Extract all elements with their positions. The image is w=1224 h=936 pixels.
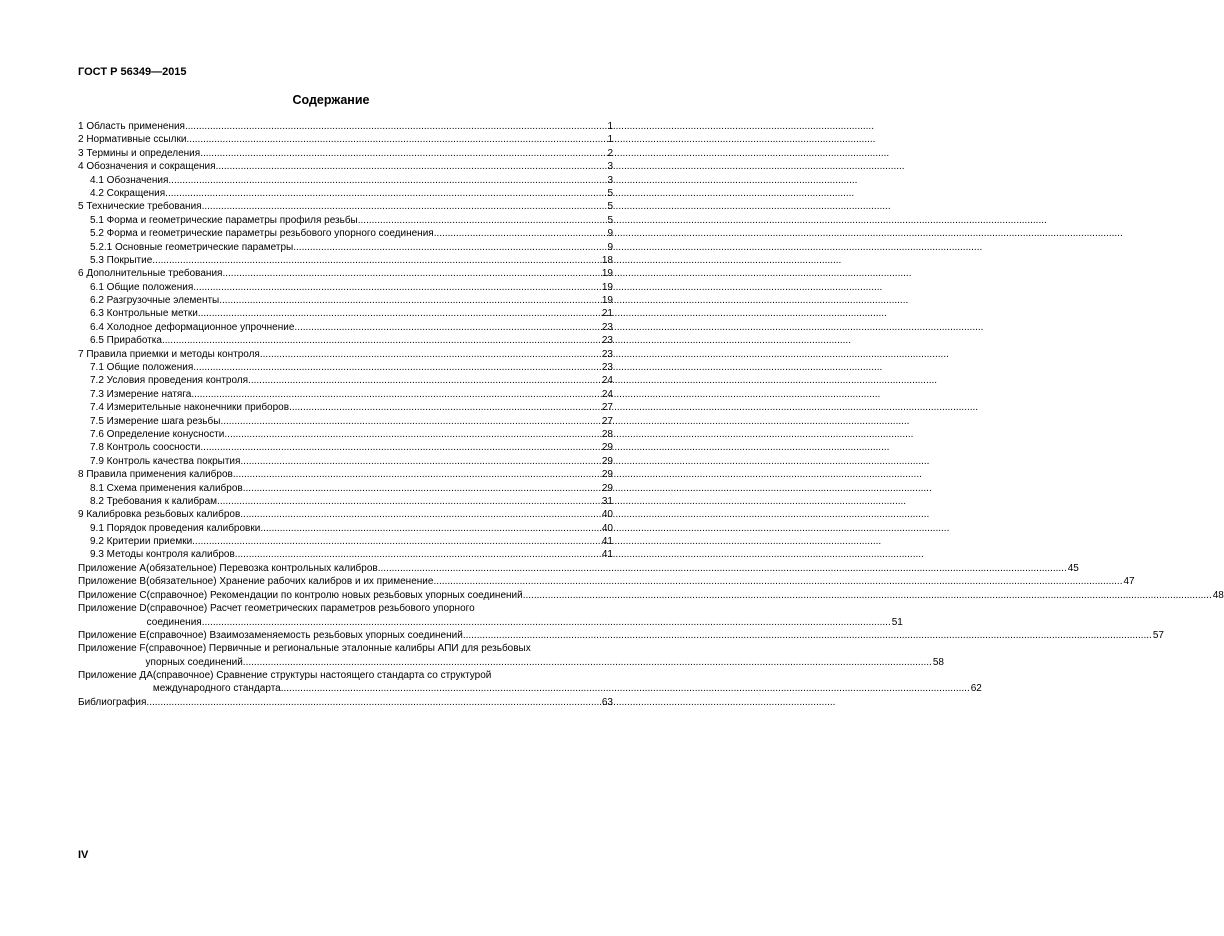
toc-entry-label: 7.4 Измерительные наконечники приборов bbox=[90, 402, 290, 414]
toc-entry-label: 7 Правила приемки и методы контроля bbox=[78, 348, 260, 360]
toc-entry[interactable] bbox=[78, 227, 613, 240]
toc-entry-label: 6 Дополнительные требования bbox=[78, 268, 223, 280]
appendix-title-line: соединения bbox=[146, 616, 202, 628]
leader-dots bbox=[162, 334, 601, 347]
toc-entry[interactable] bbox=[78, 428, 613, 441]
toc-entry-page: 29 bbox=[601, 455, 613, 467]
appendix-title-line: (справочное) Первичные и региональные эталонные калибры АПИ для резьбовых bbox=[145, 643, 531, 655]
leader-dots bbox=[200, 147, 606, 160]
toc-entry-page: 48 bbox=[1212, 589, 1224, 601]
toc-entries bbox=[78, 120, 613, 562]
toc-entry-page: 23 bbox=[601, 321, 613, 333]
leader-dots bbox=[233, 468, 601, 481]
appendix-prefix: Приложение А bbox=[78, 562, 147, 574]
toc-entry-page: 29 bbox=[601, 442, 613, 454]
toc-entry-page: 31 bbox=[601, 495, 613, 507]
toc-entry-label: 4 Обозначения и сокращения bbox=[78, 161, 216, 173]
toc-entry-page: 29 bbox=[601, 469, 613, 481]
leader-dots bbox=[219, 294, 601, 307]
toc-entry-label: 1 Область применения bbox=[78, 120, 185, 132]
toc-entry-label: 7.2 Условия проведения контроля bbox=[90, 375, 249, 387]
document-header: ГОСТ Р 56349—2015 bbox=[78, 66, 187, 78]
leader-dots bbox=[260, 522, 601, 535]
appendix-prefix: Приложение E bbox=[78, 629, 147, 641]
leader-dots bbox=[222, 267, 600, 280]
toc-entry-page: 23 bbox=[601, 362, 613, 374]
toc-entry-page: 18 bbox=[601, 254, 613, 266]
toc-entry-page: 3 bbox=[607, 161, 613, 173]
toc-entry-page: 45 bbox=[1067, 562, 1079, 574]
leader-dots bbox=[240, 455, 600, 468]
toc-entry-label: 2 Нормативные ссылки bbox=[78, 134, 187, 146]
leader-dots bbox=[168, 174, 606, 187]
toc-entry-page: 28 bbox=[601, 428, 613, 440]
toc-entry-page: 19 bbox=[601, 295, 613, 307]
leader-dots bbox=[152, 254, 601, 267]
toc-entry-label: 6.5 Приработка bbox=[90, 335, 162, 347]
toc-entry-page: 57 bbox=[1152, 629, 1164, 641]
toc-entry-label: 7.1 Общие положения bbox=[90, 362, 194, 374]
toc-entry[interactable] bbox=[78, 334, 613, 347]
toc-entry-page: 24 bbox=[601, 375, 613, 387]
toc-entry-page: 5 bbox=[607, 201, 613, 213]
appendix-title-line: (справочное) Рекомендации по контролю новых резьбовых упорных соединений bbox=[146, 589, 523, 601]
toc-title: Содержание bbox=[292, 93, 370, 107]
leader-dots bbox=[281, 682, 970, 695]
toc-entry-page: 19 bbox=[601, 268, 613, 280]
appendix-prefix: Приложение В bbox=[78, 576, 147, 588]
toc-entry-label: 5 Технические требования bbox=[78, 201, 202, 213]
appendix-title-line: (справочное) Сравнение структуры настоящего стандарта со структурой bbox=[152, 670, 492, 682]
toc-entry-label: 9 Калибровка резьбовых калибров bbox=[78, 509, 241, 521]
appendix-prefix: Приложение F bbox=[78, 643, 146, 655]
leader-dots bbox=[193, 361, 601, 374]
toc-entry[interactable] bbox=[78, 441, 613, 454]
toc-entry-page: 3 bbox=[607, 174, 613, 186]
toc-entry-page: 19 bbox=[601, 281, 613, 293]
toc-entry-page: 5 bbox=[607, 187, 613, 199]
leader-dots bbox=[202, 200, 607, 213]
toc-entry-label: 5.3 Покрытие bbox=[90, 254, 153, 266]
appendix-title-line: (обязательное) Хранение рабочих калибров и их применение bbox=[146, 576, 434, 588]
toc-entry[interactable] bbox=[78, 522, 613, 535]
toc-entry-label: 9.2 Критерии приемки bbox=[90, 536, 193, 548]
leader-dots bbox=[240, 508, 601, 521]
appendix-title-line: упорных соединений bbox=[145, 656, 243, 668]
leader-dots bbox=[185, 120, 606, 133]
toc-entry[interactable] bbox=[78, 348, 613, 361]
toc-entry[interactable] bbox=[78, 120, 613, 133]
leader-dots bbox=[235, 548, 601, 561]
toc-entry-label: Библиография bbox=[78, 696, 147, 708]
toc-entry-page: 23 bbox=[601, 335, 613, 347]
leader-dots bbox=[165, 187, 606, 200]
page-number: IV bbox=[78, 849, 89, 861]
appendix-title-line: международного стандарта bbox=[152, 683, 281, 695]
toc-entry-label: 8 Правила применения калибров bbox=[78, 469, 233, 481]
toc-entry[interactable] bbox=[78, 468, 613, 481]
toc-entry[interactable] bbox=[78, 147, 613, 160]
toc-entry-page: 1 bbox=[607, 120, 613, 132]
toc-entry[interactable] bbox=[78, 294, 613, 307]
leader-dots bbox=[216, 160, 607, 173]
toc-entry-page: 23 bbox=[601, 348, 613, 360]
toc-entry-label: 7.9 Контроль качества покрытия bbox=[90, 455, 241, 467]
leader-dots bbox=[220, 415, 600, 428]
toc-entry-page: 24 bbox=[601, 388, 613, 400]
leader-dots bbox=[224, 428, 600, 441]
toc-appendix[interactable] bbox=[78, 575, 1135, 588]
toc-entry-label: 7.6 Определение конусности bbox=[90, 428, 225, 440]
leader-dots bbox=[200, 441, 600, 454]
toc-entry[interactable] bbox=[78, 241, 613, 254]
toc-entry-page: 27 bbox=[601, 402, 613, 414]
toc-entry-page: 29 bbox=[601, 482, 613, 494]
toc-entry-label: 6.1 Общие положения bbox=[90, 281, 194, 293]
leader-dots bbox=[186, 133, 606, 146]
appendix-prefix: Приложение D bbox=[78, 603, 147, 615]
leader-dots bbox=[243, 482, 601, 495]
toc-entry-page: 51 bbox=[891, 616, 903, 628]
toc-entry[interactable] bbox=[78, 214, 613, 227]
toc-entry-label: 6.4 Холодное деформационное упрочнение bbox=[90, 321, 295, 333]
toc-entry[interactable] bbox=[78, 160, 613, 173]
toc-entry-label: 4.2 Сокращения bbox=[90, 187, 166, 199]
toc-entry-page: 58 bbox=[932, 656, 944, 668]
leader-dots bbox=[434, 227, 607, 240]
toc-entry-page: 27 bbox=[601, 415, 613, 427]
toc-entry-page: 9 bbox=[607, 228, 613, 240]
leader-dots bbox=[463, 629, 1152, 642]
leader-dots bbox=[289, 401, 601, 414]
toc-appendix[interactable] bbox=[78, 602, 903, 629]
toc-entry-label: 5.2 Форма и геометрические параметры резьбового упорного соединения bbox=[90, 228, 434, 240]
toc-entry-label: 7.8 Контроль соосности bbox=[90, 442, 201, 454]
toc-entry-label: 8.1 Схема применения калибров bbox=[90, 482, 243, 494]
leader-dots bbox=[260, 348, 601, 361]
toc-appendix[interactable] bbox=[78, 589, 1224, 602]
leader-dots bbox=[358, 214, 607, 227]
toc-entry-page: 40 bbox=[601, 522, 613, 534]
toc-entry[interactable] bbox=[78, 455, 613, 468]
leader-dots bbox=[294, 321, 600, 334]
leader-dots bbox=[193, 281, 601, 294]
toc-entry-label: 9.3 Методы контроля калибров bbox=[90, 549, 235, 561]
toc-entry[interactable] bbox=[78, 374, 613, 387]
toc-entry[interactable] bbox=[78, 495, 613, 508]
toc-entry-label: 6.2 Разгрузочные элементы bbox=[90, 295, 220, 307]
toc-entry[interactable] bbox=[78, 549, 613, 562]
toc-appendix[interactable] bbox=[78, 669, 982, 696]
toc-entry-page: 63 bbox=[601, 696, 613, 708]
toc-bibliography[interactable] bbox=[78, 696, 613, 709]
leader-dots bbox=[248, 374, 601, 387]
leader-dots bbox=[146, 696, 600, 709]
leader-dots bbox=[217, 495, 601, 508]
toc-entry[interactable] bbox=[78, 200, 613, 213]
toc-entry-page: 41 bbox=[601, 536, 613, 548]
toc-entry-page: 40 bbox=[601, 509, 613, 521]
toc-entry-label: 8.2 Требования к калибрам bbox=[90, 495, 218, 507]
leader-dots bbox=[523, 589, 1212, 602]
leader-dots bbox=[378, 562, 1067, 575]
toc-entry[interactable] bbox=[78, 535, 613, 548]
appendix-title-line: (обязательное) Перевозка контрольных калибров bbox=[146, 562, 378, 574]
toc-entry-label: 3 Термины и определения bbox=[78, 147, 201, 159]
toc-entry[interactable] bbox=[78, 321, 613, 334]
toc-entry-label: 6.3 Контрольные метки bbox=[90, 308, 198, 320]
toc-entry[interactable] bbox=[78, 187, 613, 200]
leader-dots bbox=[198, 307, 601, 320]
appendix-prefix: Приложение ДА bbox=[78, 670, 153, 682]
leader-dots bbox=[191, 388, 601, 401]
toc-entry-label: 9.1 Порядок проведения калибровки bbox=[90, 522, 261, 534]
toc-entry-label: 7.5 Измерение шага резьбы bbox=[90, 415, 221, 427]
leader-dots bbox=[243, 656, 932, 669]
toc-entry-page: 2 bbox=[607, 147, 613, 159]
appendix-title-line: (справочное) Расчет геометрических параметров резьбового упорного bbox=[146, 603, 475, 615]
toc-entry-page: 47 bbox=[1123, 576, 1135, 588]
toc-entry-page: 21 bbox=[601, 308, 613, 320]
toc-appendix[interactable] bbox=[78, 562, 1079, 575]
toc-entry[interactable] bbox=[78, 267, 613, 280]
leader-dots bbox=[202, 616, 891, 629]
table-of-contents bbox=[78, 120, 1224, 709]
toc-appendices bbox=[78, 562, 1224, 696]
toc-entry[interactable] bbox=[78, 482, 613, 495]
toc-entry[interactable] bbox=[78, 508, 613, 521]
toc-appendix[interactable] bbox=[78, 629, 1164, 642]
appendix-prefix: Приложение С bbox=[78, 589, 147, 601]
leader-dots bbox=[192, 535, 601, 548]
toc-entry-label: 4.1 Обозначения bbox=[90, 174, 169, 186]
toc-entry[interactable] bbox=[78, 415, 613, 428]
toc-appendix[interactable] bbox=[78, 642, 944, 669]
toc-entry[interactable] bbox=[78, 281, 613, 294]
toc-entry-page: 5 bbox=[607, 214, 613, 226]
toc-entry-label: 7.3 Измерение натяга bbox=[90, 388, 192, 400]
toc-entry-label: 5.2.1 Основные геометрические параметры bbox=[90, 241, 294, 253]
toc-entry[interactable] bbox=[78, 361, 613, 374]
toc-entry-page: 41 bbox=[601, 549, 613, 561]
toc-entry[interactable] bbox=[78, 307, 613, 320]
toc-entry[interactable] bbox=[78, 174, 613, 187]
toc-entry-page: 1 bbox=[607, 134, 613, 146]
leader-dots bbox=[433, 575, 1122, 588]
toc-entry-label: 5.1 Форма и геометрические параметры профиля резьбы bbox=[90, 214, 358, 226]
toc-entry[interactable] bbox=[78, 133, 613, 146]
toc-entry[interactable] bbox=[78, 401, 613, 414]
toc-entry-page: 9 bbox=[607, 241, 613, 253]
leader-dots bbox=[293, 241, 606, 254]
appendix-title-line: (справочное) Взаимозаменяемость резьбовых упорных соединений bbox=[146, 629, 463, 641]
toc-entry[interactable] bbox=[78, 388, 613, 401]
toc-entry-page: 62 bbox=[970, 683, 982, 695]
toc-entry[interactable] bbox=[78, 254, 613, 267]
